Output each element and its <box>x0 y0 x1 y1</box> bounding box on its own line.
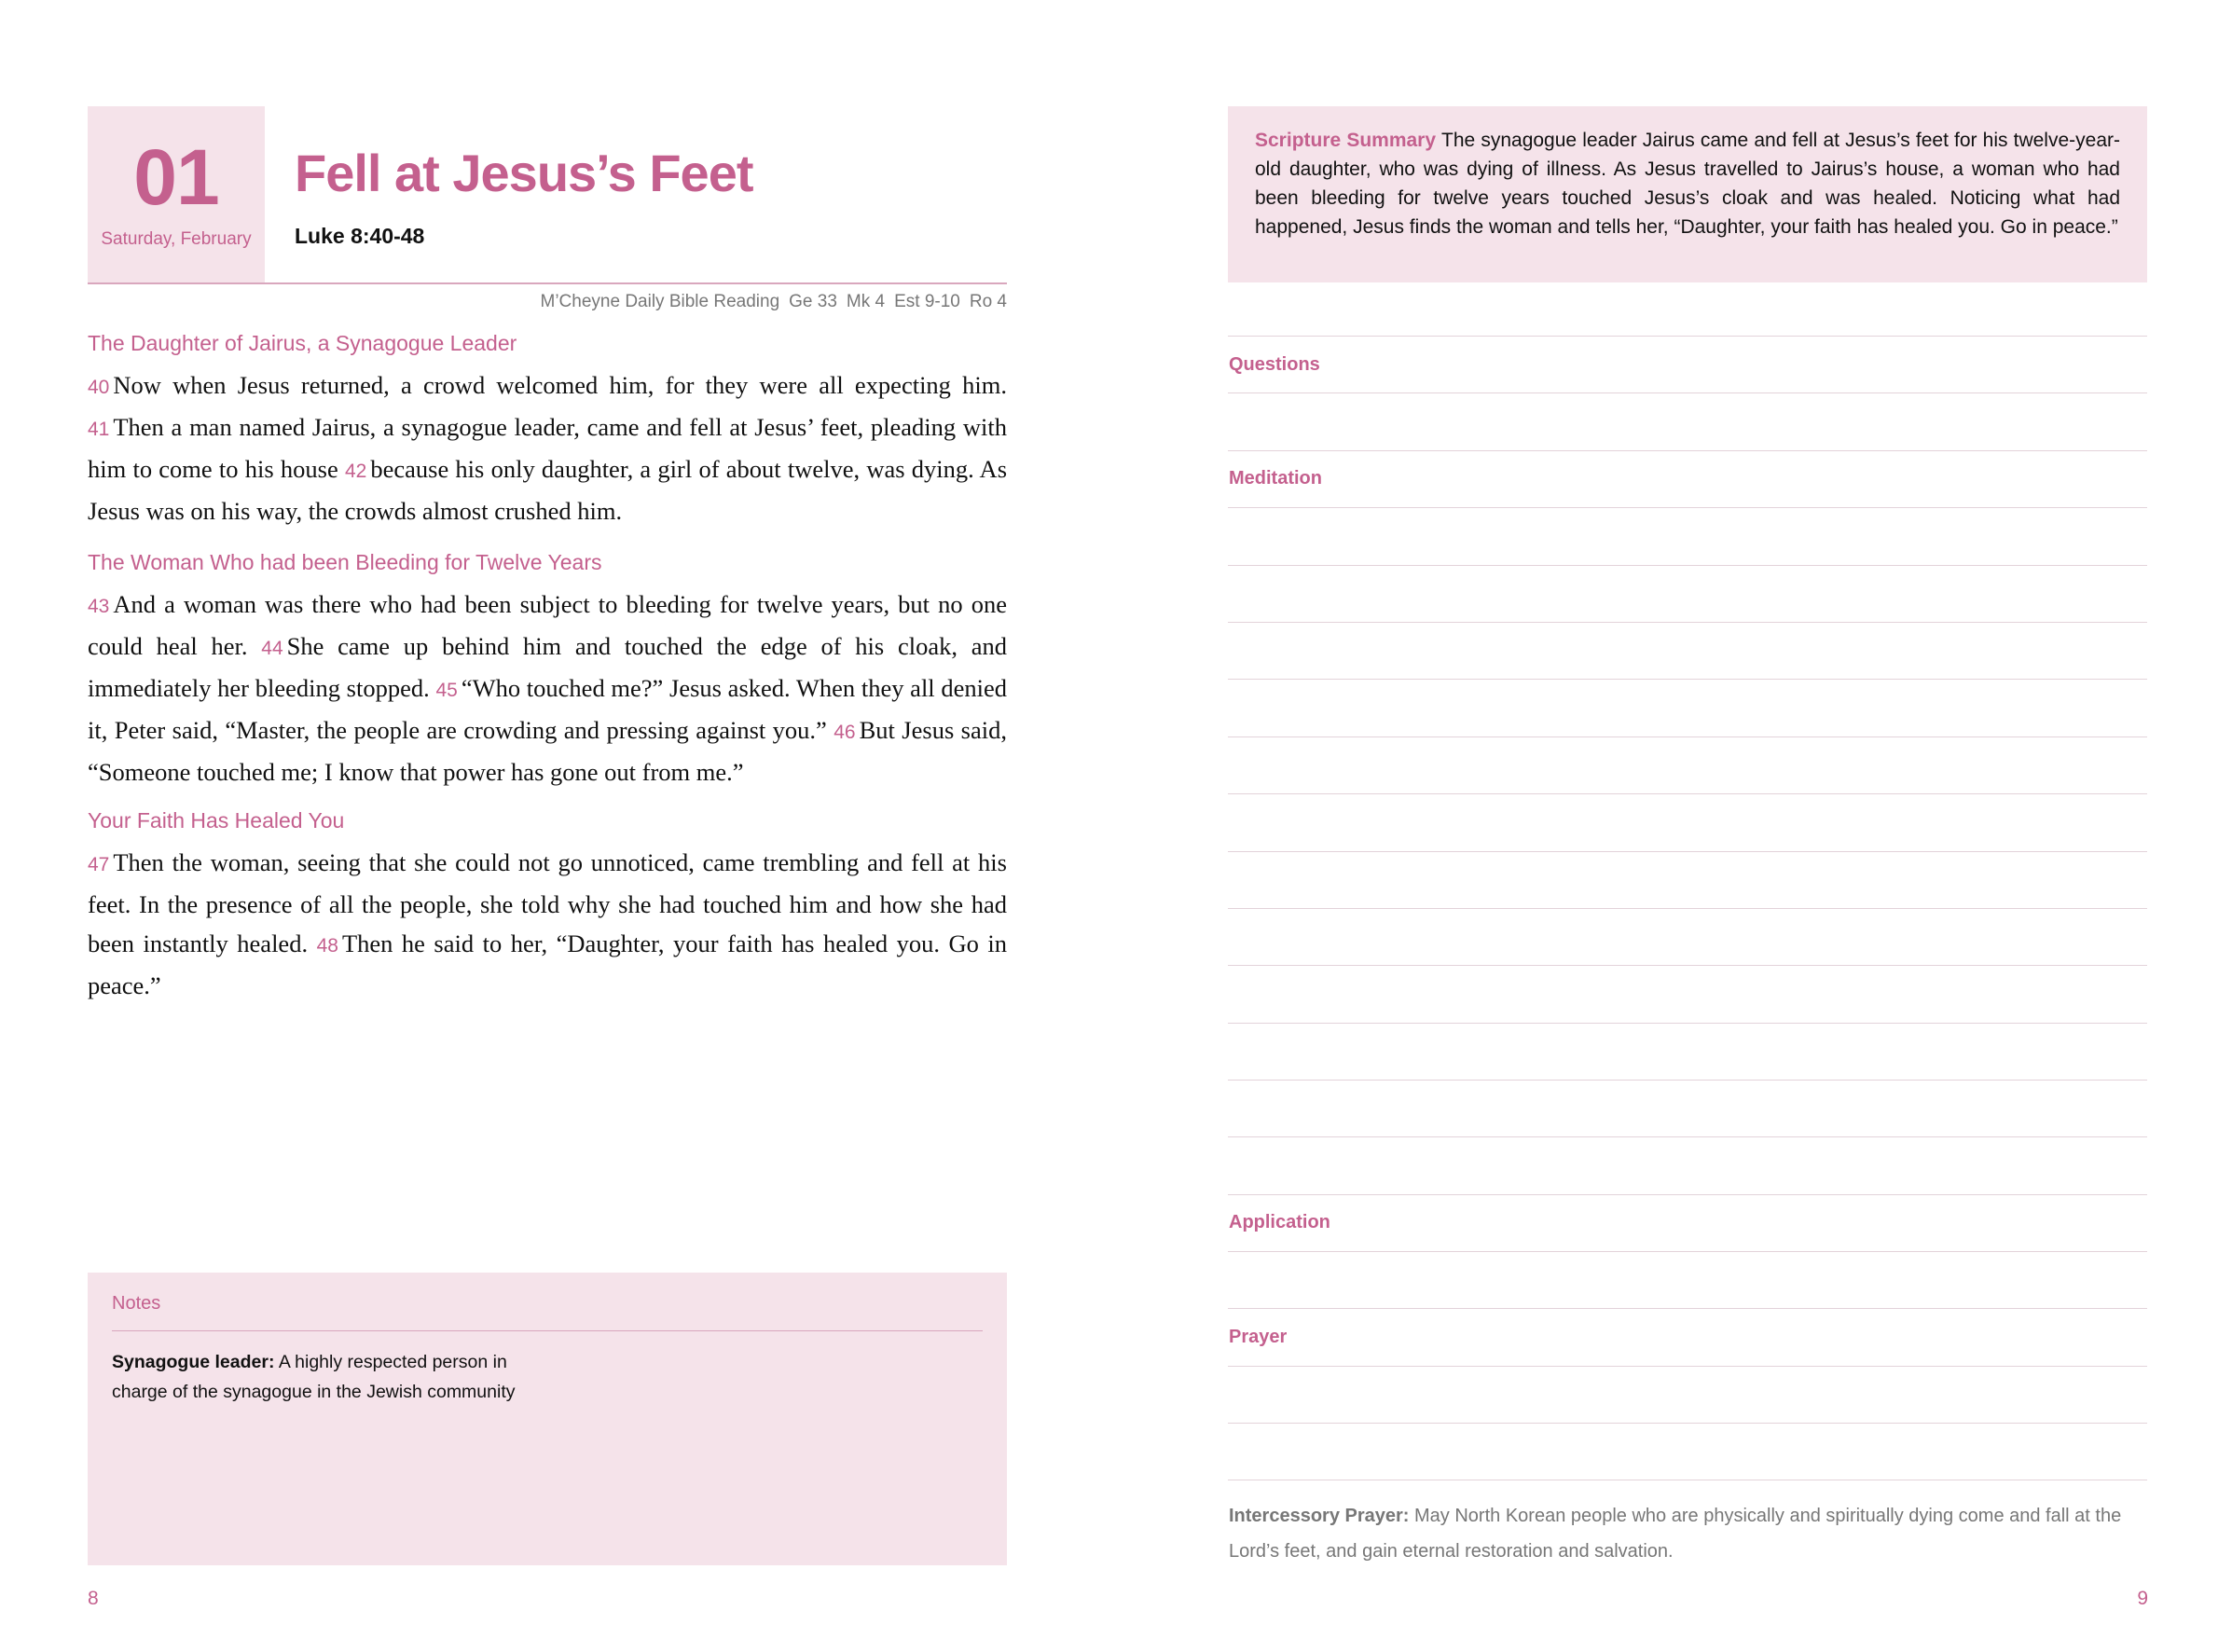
questions-label: Questions <box>1229 354 1320 375</box>
notes-definition: A highly respected person in charge of the synagogue in the Jewish community <box>112 1352 516 1402</box>
reading-item: Est 9-10 <box>894 292 960 311</box>
verse-number: 43 <box>88 596 110 617</box>
section-heading: Your Faith Has Healed You <box>88 808 345 833</box>
notes-box <box>88 1273 1007 1565</box>
verse-number: 44 <box>261 638 283 659</box>
intercessory-text: May North Korean people who are physically and spiritually dying come and fall at the Lord’s feet, and gain eternal restoration and salvation. <box>1229 1506 2122 1562</box>
journal-line <box>1228 1251 2147 1252</box>
reading-item: Mk 4 <box>846 292 886 311</box>
journal-line <box>1228 679 2147 680</box>
journal-line <box>1228 507 2147 508</box>
scripture-summary-box <box>1228 106 2147 282</box>
day-date: Saturday, February <box>101 229 252 249</box>
passage-paragraph <box>88 365 1007 530</box>
verse-number: 48 <box>316 935 338 957</box>
day-number: 01 <box>133 133 219 221</box>
journal-line <box>1228 793 2147 794</box>
page-number-right: 9 <box>2137 1588 2148 1609</box>
page-number-left: 8 <box>88 1588 99 1609</box>
day-box <box>88 106 265 282</box>
intercessory-label: Intercessory Prayer: <box>1229 1506 1410 1526</box>
verse-number: 41 <box>88 419 110 440</box>
application-label: Application <box>1229 1212 1330 1232</box>
verse-text: Then he said to her, “Daughter, your faith has healed you. Go in peace.” <box>88 929 1007 999</box>
journal-line <box>1228 965 2147 966</box>
summary-text: The synagogue leader Jairus came and fell at Jesus’s feet for his twelve-year-old daughter, who was dying of illness. As Jesus travelled to Jairus’s house, a woman who had been bleeding for twelve years touched Jesus’s cloak and was healed. Noticing what had happened, Jesus finds the woman and tells her, “Daughter, your faith has healed you. Go in peace.” <box>1255 130 2120 238</box>
notes-title: Notes <box>112 1293 161 1314</box>
daily-reading-label: M’Cheyne Daily Bible Reading <box>540 292 780 311</box>
verse-text: She came up behind him and touched the edge of his cloak, and immediately her bleeding stopped. <box>88 632 1008 702</box>
verse-text: But Jesus said, “Someone touched me; I know that power has gone out from me.” <box>88 716 1007 786</box>
reading-item: Ro 4 <box>969 292 1007 311</box>
verse-text: And a woman was there who had been subject to bleeding for twelve years, but no one could heal her. <box>88 590 1007 660</box>
verse-number: 45 <box>435 680 458 701</box>
verse-number: 46 <box>834 722 856 743</box>
meditation-label: Meditation <box>1229 468 1322 489</box>
journal-line <box>1228 1080 2147 1081</box>
verse-text: “Who touched me?” Jesus asked. When they all denied it, Peter said, “Master, the people are crowding and pressing against you.” <box>88 674 1008 744</box>
summary-label: Scripture Summary <box>1255 130 1437 151</box>
right-page <box>1116 0 2232 1652</box>
passage-paragraph <box>88 585 1007 792</box>
page-title: Fell at Jesus’s Feet <box>295 144 753 202</box>
verse-text: because his only daughter, a girl of about twelve, was dying. As Jesus was on his way, the crowds almost crushed him. <box>88 455 1008 525</box>
intercessory-prayer <box>1229 1498 2142 1569</box>
journal-line <box>1228 565 2147 566</box>
verse-number: 40 <box>88 377 110 398</box>
journal-line <box>1228 1366 2147 1367</box>
section-heading: The Daughter of Jairus, a Synagogue Leader <box>88 331 517 355</box>
journal-line <box>1228 336 2147 337</box>
notes-term: Synagogue leader: <box>112 1352 275 1372</box>
journal-line <box>1228 1308 2147 1309</box>
journal-line <box>1228 392 2147 393</box>
verse-number: 47 <box>88 854 110 875</box>
verse-number: 42 <box>344 461 367 482</box>
journal-line <box>1228 1423 2147 1424</box>
journal-line <box>1228 1194 2147 1195</box>
journal-line <box>1228 1023 2147 1024</box>
journal-line <box>1228 1136 2147 1137</box>
journal-line <box>1228 622 2147 623</box>
section-heading: The Woman Who had been Bleeding for Twelve Years <box>88 550 602 574</box>
notes-divider <box>112 1330 983 1331</box>
reading-item: Ge 33 <box>789 292 837 311</box>
prayer-label: Prayer <box>1229 1327 1288 1347</box>
header-divider <box>88 282 1007 284</box>
scripture-reference: Luke 8:40-48 <box>295 224 425 248</box>
scripture-summary <box>1255 126 2120 241</box>
verse-text: Now when Jesus returned, a crowd welcomed him, for they were all expecting him. <box>113 371 1007 399</box>
journal-line <box>1228 908 2147 909</box>
notes-entry <box>112 1347 550 1407</box>
verse-text: Then the woman, seeing that she could not go unnoticed, came trembling and fell at his feet. In the presence of all the people, she told why she had touched him and how she had been instantly healed. <box>88 848 1007 957</box>
verse-text: Then a man named Jairus, a synagogue leader, came and fell at Jesus’ feet, pleading with him to come to his house <box>88 413 1007 483</box>
passage-paragraph <box>88 843 1007 1005</box>
journal-line <box>1228 851 2147 852</box>
journal-line <box>1228 450 2147 451</box>
daily-reading-line <box>541 292 1008 312</box>
